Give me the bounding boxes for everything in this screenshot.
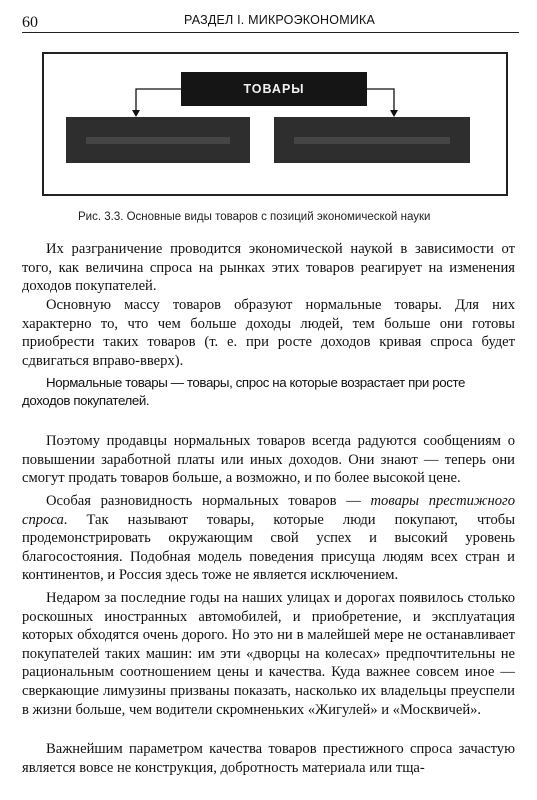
- running-head: РАЗДЕЛ I. МИКРОЭКОНОМИКА: [184, 13, 376, 27]
- paragraph-1: [22, 240, 515, 296]
- paragraph-5: [22, 589, 515, 719]
- paragraph-2: [22, 296, 515, 370]
- definition-block: [22, 374, 515, 410]
- inferior-goods-box: [274, 117, 470, 163]
- paragraph-text: [22, 492, 515, 585]
- paragraph-text: Основную массу товаров образуют нормальные товары. Для них характерно то, что чем больше доходы людей, тем больше они готовы приобрести таких товаров (т. е. при росте доходов кривая спроса будет сдвигаться вправо-вверх).: [22, 297, 515, 369]
- italic-term: товары престижного спроса: [22, 493, 516, 528]
- paragraph-text: Недаром за последние годы на наших улицах и дорогах появилось столько роскошных иностранных автомобилей, и приобретение, и эксплуатация которых обходятся очень дорого. Но это ни в малейшей мере не останавливает покупателей таких машин: им эти «дворцы на колесах» предпочтительны не рациональным соотношением цены и качества. Куда важнее совсем иное — сверкающие лимузины призваны показать, насколько их владельцы преуспели в жизни больше, чем водители скромненьких «Жигулей» и «Москвичей».: [22, 590, 515, 718]
- paragraph-text: Важнейшим параметром качества товаров престижного спроса зачастую является вовсе не конструкция, добротность материала или тща-: [22, 741, 515, 776]
- paragraph-text: Их разграничение проводится экономической наукой в зависимости от того, как величина спроса на рынках этих товаров реагирует на изменения доходов покупателей.: [22, 241, 515, 295]
- definition-text: Нормальные товары — товары, спрос на которые возрастает при росте доходов покупателей.: [22, 375, 465, 408]
- paragraph-6: [22, 740, 515, 777]
- goods-box: ТОВАРЫ: [181, 72, 367, 106]
- goods-diagram: [42, 52, 508, 196]
- figure-caption: Рис. 3.3. Основные виды товаров с позиций экономической науки: [78, 211, 431, 223]
- text-run: . Так называют товары, которые люди покупают, чтобы продемонстрировать окружающим свой успех и высокий уровень благосостояния. Подобная модель поведения присуща людям всех стран и континентов, и Россия здесь тоже не является исключением.: [22, 511, 515, 584]
- paragraph-text: Поэтому продавцы нормальных товаров всегда радуются сообщениям о повышении заработной платы или иных доходов. Они знают — теперь они смогут продать товаров больше, а возможно, и по более высокой цене.: [22, 433, 515, 487]
- paragraph-3: [22, 432, 515, 488]
- paragraph-4: [22, 492, 515, 585]
- page-number: 60: [22, 14, 38, 31]
- header-rule: [22, 32, 519, 33]
- normal-goods-box: [66, 117, 250, 163]
- text-run: Особая разновидность нормальных товаров —: [46, 493, 371, 509]
